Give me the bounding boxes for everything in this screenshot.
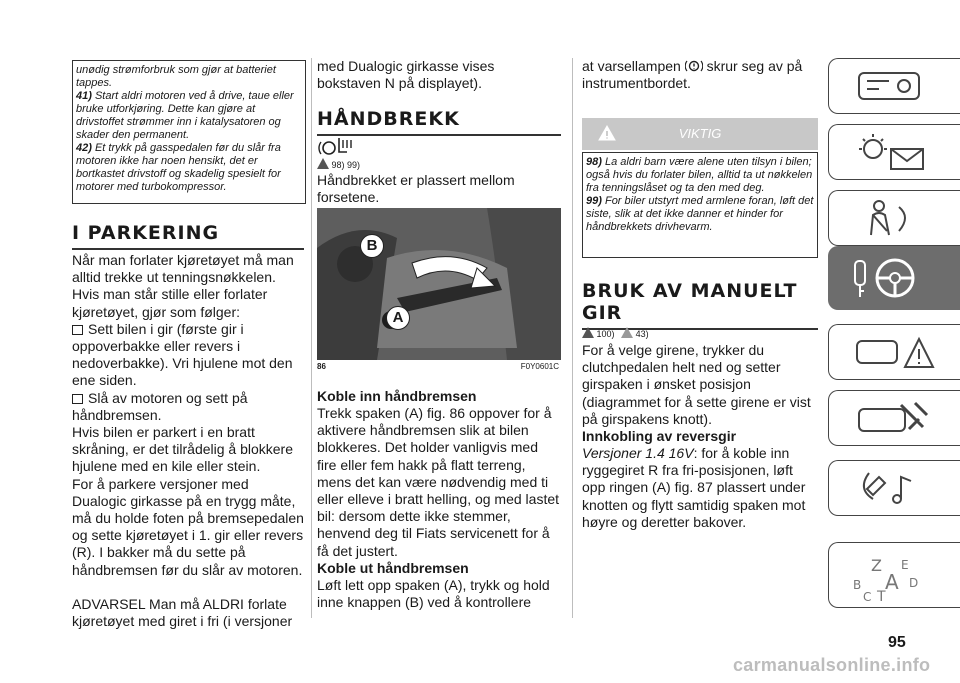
note-99-number: 99) [586, 195, 602, 207]
tab-car-dashboard[interactable] [828, 58, 960, 114]
svg-text:B: B [853, 578, 862, 592]
note-98-text: La aldri barn være alene uten tilsyn i bilen; også hvis du forlater bilen, alltid ta ut nøkkelen fra tenningslåset og ta den med deg. [586, 156, 813, 194]
tab-maintenance[interactable] [828, 390, 960, 446]
handbrake-warning-lamp-icon [685, 59, 703, 71]
section-heading-parkering: I PARKERING [72, 222, 220, 244]
checkbox-icon [72, 325, 83, 335]
paragraph-1: Når man forlater kjøretøyet må man alltid trekke ut tenningsnøkkelen. [72, 252, 294, 286]
note-41-text: Start aldri motoren ved å drive, taue eller bruke utforkjøring. Dette kan gjøre at drivstoffet strømmer inn i katalysatoren og skader den permanent. [76, 90, 294, 141]
svg-text:D: D [909, 576, 919, 590]
paragraph-continued-b: skrur seg av på instrumentbordet. [582, 58, 803, 92]
note-98-number: 98) [586, 156, 602, 168]
warning-refs: 98) 99) [331, 160, 361, 170]
paragraph-reversgir: : for å koble inn ryggegiret R fra fri-posisjonen, løft opp ringen (A) fig. 87 plassert under knotten og flytt samtidig spaken mot høyre og deretter bakover. [582, 445, 806, 530]
label-b: B [360, 234, 384, 258]
warning-ref-43: 43) [635, 329, 649, 339]
bullet-2: Slå av motoren og sett på håndbremsen. [72, 389, 248, 423]
section-heading-handbrekk: HÅNDBREKK [317, 108, 460, 130]
watermark: carmanualsonline.info [733, 655, 931, 675]
warning-triangle-icon [317, 158, 329, 169]
page-number: 95 [888, 634, 906, 651]
service-wrench-icon [849, 397, 939, 439]
figure-code: F0Y0601C [520, 362, 559, 371]
tab-warning-lights[interactable] [828, 124, 960, 180]
paragraph-koble-ut: Løft lett opp spaken (A), trykk og hold inne knappen (B) ved å kontrollere [317, 576, 550, 611]
paragraph-koble-inn: Trekk spaken (A) fig. 86 oppover for å aktivere håndbremsen slik at bilen blokkeres. Det holder vanligvis med fire eller fem hakk på flatt terreng, mens det kan være nødvendig med ti eller elleve i bratt helling, og med lastet bil: dersom dette ikke stemmer, henvend deg til Fiats servicenett for å få det justert. [317, 405, 560, 559]
warning-triangle-icon [582, 327, 594, 338]
svg-text:C: C [863, 590, 872, 603]
heading-rule [72, 248, 304, 250]
tab-index[interactable] [828, 542, 960, 608]
section-heading-manuelt-gir: BRUK AV MANUELT GIR [582, 280, 798, 324]
figure-number: 86 [317, 362, 326, 371]
paragraph-continued: med Dualogic girkasse vises bokstaven N på displayet). [317, 58, 495, 92]
subheading-reversgir: Innkobling av reversgir [582, 428, 737, 445]
paragraph-5: ADVARSEL Man må ALDRI forlate kjøretøyet med giret i fri (i versjoner [72, 595, 293, 630]
heading-rule [317, 134, 561, 136]
paragraph-continued-a: at varsellampen [582, 58, 681, 74]
index-icon [849, 549, 939, 603]
warning-lights-icon [849, 131, 939, 173]
column-divider [572, 58, 573, 618]
steering-key-icon [849, 253, 939, 303]
subheading-koble-ut: Koble ut håndbremsen [317, 559, 469, 576]
paragraph-1: Håndbrekket er plassert mellom forsetene. [317, 172, 515, 206]
subheading-koble-inn: Koble inn håndbremsen [317, 388, 477, 404]
emergency-icon [849, 331, 939, 373]
checkbox-icon [72, 394, 83, 404]
svg-text:E: E [901, 558, 909, 572]
note-99-text: For biler utstyrt med armlene foran, løft det siste, slik at det ikke danner et hinder for håndbrekkets drivhevarm. [586, 195, 814, 233]
info-triangle-icon [621, 327, 633, 338]
bullet-1: Sett bilen i gir (første gir i oppoverbakke eller revers i nedoverbakke). Vri hjulene mot den ene siden. [72, 320, 293, 389]
paragraph-2: Hvis man står stille eller forlater kjøretøyet, gjør som følger: [72, 286, 268, 320]
label-a: A [386, 306, 410, 330]
note-42-text: Et trykk på gasspedalen før du slår fra motoren ikke har noen hensikt, det er bortkastet drivstoff og skadelig spesielt for motorer med turbokompressor. [76, 142, 281, 193]
tab-starting-driving[interactable] [828, 246, 960, 310]
note-intro: unødig strømforbruk som gjør at batteriet tappes. [76, 64, 276, 89]
svg-text:Z: Z [871, 556, 882, 575]
svg-text:T: T [877, 589, 886, 603]
seatbelt-airbag-icon [849, 197, 939, 239]
multimedia-icon [849, 467, 939, 509]
car-dashboard-icon [849, 65, 939, 107]
paragraph-1: For å velge girene, trykker du clutchpedalen helt ned og setter girspaken i ønsket posisjon (diagrammet for å sette girene er vist på girspakens knott). [582, 342, 811, 427]
note-41-number: 41) [76, 90, 92, 102]
version-label: Versjoner 1.4 16V [582, 445, 694, 462]
tab-multimedia[interactable] [828, 460, 960, 516]
warning-ref-100: 100) [596, 329, 615, 339]
column-divider [311, 58, 312, 618]
svg-text:A: A [885, 570, 899, 594]
note-42-number: 42) [76, 142, 92, 154]
paragraph-4: For å parkere versjoner med Dualogic girkasse på en trygg måte, må du holde foten på bremsepedalen og sette kjøretøyet i 1. gir eller revers (R). I bakker må du sette på håndbremsen før du slår av motoren. [72, 475, 304, 578]
viktig-bar [582, 118, 818, 150]
figure-86-photo [317, 208, 561, 360]
tab-safety[interactable] [828, 190, 960, 246]
tab-emergency[interactable] [828, 324, 960, 380]
viktig-label: VIKTIG [678, 126, 722, 141]
paragraph-3: Hvis bilen er parkert i en bratt skråning, er det tilrådelig å blokkere hjulene med en kile eller stein. [72, 424, 294, 475]
